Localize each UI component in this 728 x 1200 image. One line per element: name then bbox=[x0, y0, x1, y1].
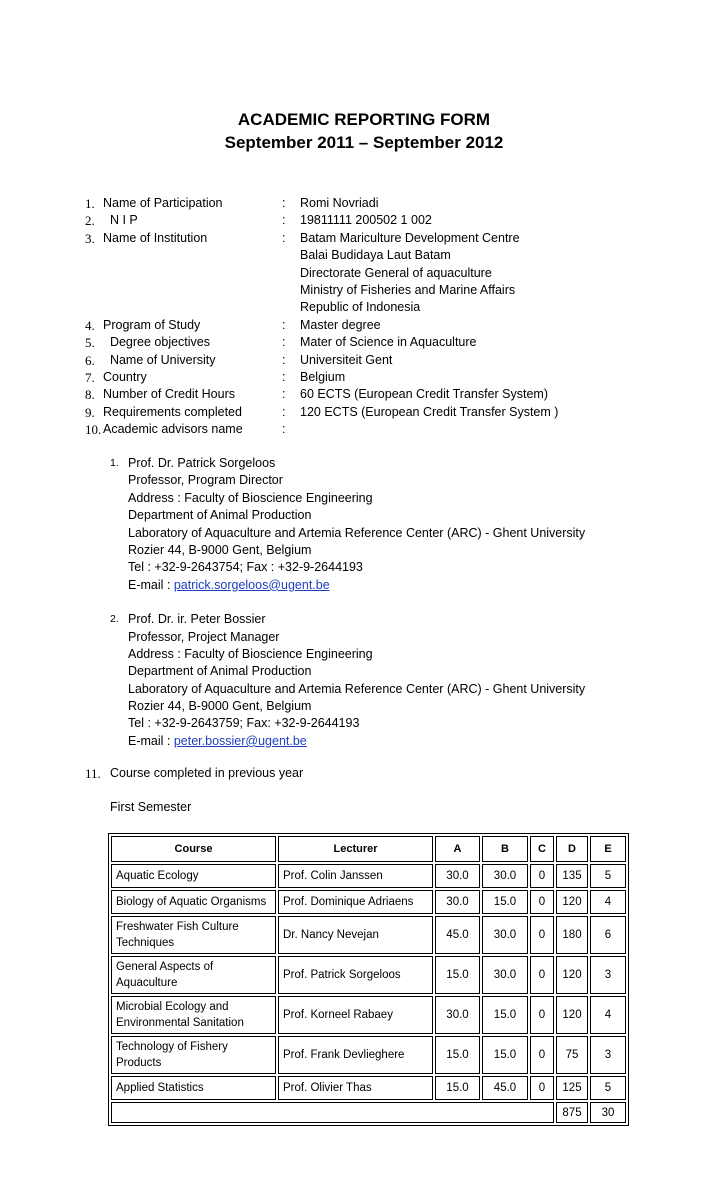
advisor-entry bbox=[110, 611, 585, 750]
cell-b: 30.0 bbox=[482, 956, 528, 994]
field-number: 9. bbox=[85, 404, 95, 420]
field-number: 8. bbox=[85, 387, 95, 403]
cell-course: Applied Statistics bbox=[111, 1076, 276, 1100]
table-row bbox=[111, 996, 626, 1034]
field-colon: : bbox=[282, 335, 286, 350]
cell-b: 15.0 bbox=[482, 1036, 528, 1074]
advisor-address: Address : Faculty of Bioscience Engineering bbox=[128, 646, 373, 661]
table-row bbox=[111, 864, 626, 888]
field-label: N I P bbox=[103, 213, 138, 228]
field-colon: : bbox=[282, 317, 286, 332]
advisor-email-line bbox=[110, 733, 585, 750]
advisor-address: Address : Faculty of Bioscience Engineering bbox=[128, 490, 373, 505]
field-colon: : bbox=[282, 196, 286, 210]
cell-e: 3 bbox=[590, 956, 626, 994]
field-value: 60 ECTS (European Credit Transfer System) bbox=[300, 387, 549, 402]
advisor-street: Rozier 44, B-9000 Gent, Belgium bbox=[128, 542, 312, 557]
header-a: A bbox=[435, 836, 480, 862]
header-b: B bbox=[482, 836, 528, 862]
field-label: Degree objectives bbox=[103, 335, 211, 350]
field-value: Romi Novriadi bbox=[300, 196, 379, 210]
section-number: 11. bbox=[85, 766, 101, 781]
cell-c: 0 bbox=[530, 890, 554, 914]
semester-label: First Semester bbox=[110, 800, 192, 814]
field-colon: : bbox=[282, 422, 286, 437]
field-value: Mater of Science in Aquaculture bbox=[300, 335, 477, 350]
cell-b: 45.0 bbox=[482, 1076, 528, 1100]
cell-lecturer: Prof. Patrick Sorgeloos bbox=[278, 956, 433, 994]
cell-c: 0 bbox=[530, 916, 554, 954]
cell-b: 15.0 bbox=[482, 890, 528, 914]
cell-e: 5 bbox=[590, 864, 626, 888]
advisor-email-link[interactable]: patrick.sorgeloos@ugent.be bbox=[173, 577, 330, 592]
header-c: C bbox=[530, 836, 554, 862]
cell-lecturer: Prof. Dominique Adriaens bbox=[278, 890, 433, 914]
field-value: Master degree bbox=[300, 317, 381, 332]
advisor-entry bbox=[110, 455, 585, 594]
cell-a: 30.0 bbox=[435, 890, 480, 914]
field-number: 2. bbox=[85, 213, 95, 229]
total-blank-cell bbox=[111, 1102, 554, 1123]
cell-a: 45.0 bbox=[435, 916, 480, 954]
cell-course: Aquatic Ecology bbox=[111, 864, 276, 888]
field-label: Name of University bbox=[103, 352, 216, 367]
cell-d: 120 bbox=[556, 890, 588, 914]
advisor-role: Professor, Program Director bbox=[128, 473, 283, 488]
cell-c: 0 bbox=[530, 996, 554, 1034]
cell-a: 15.0 bbox=[435, 1036, 480, 1074]
cell-e: 3 bbox=[590, 1036, 626, 1074]
cell-e: 4 bbox=[590, 996, 626, 1034]
field-label: Academic advisors name bbox=[103, 422, 243, 437]
cell-lecturer: Prof. Frank Devlieghere bbox=[278, 1036, 433, 1074]
advisor-dept: Department of Animal Production bbox=[128, 508, 312, 523]
field-number: 1. bbox=[85, 196, 95, 211]
cell-course: Biology of Aquatic Organisms bbox=[111, 890, 276, 914]
table-row bbox=[111, 1036, 626, 1074]
cell-c: 0 bbox=[530, 864, 554, 888]
field-value: 19811111 200502 1 002 bbox=[300, 213, 432, 228]
cell-e: 5 bbox=[590, 1076, 626, 1100]
field-number: 6. bbox=[85, 352, 95, 368]
cell-lecturer: Prof. Olivier Thas bbox=[278, 1076, 433, 1100]
form-period: September 2011 – September 2012 bbox=[224, 133, 504, 152]
advisor-phone: Tel : +32-9-2643759; Fax: +32-9-2644193 bbox=[128, 716, 360, 731]
form-title: ACADEMIC REPORTING FORM bbox=[237, 110, 491, 129]
table-header-row bbox=[111, 836, 626, 862]
total-d: 875 bbox=[556, 1102, 588, 1123]
field-number: 10. bbox=[85, 422, 102, 438]
table-total-row bbox=[111, 1102, 626, 1123]
cell-b: 30.0 bbox=[482, 916, 528, 954]
advisor-email-label: E-mail : bbox=[128, 577, 174, 592]
table-body bbox=[111, 864, 626, 1123]
advisor-number: 1. bbox=[110, 457, 119, 469]
field-value: Balai Budidaya Laut Batam bbox=[300, 248, 451, 263]
cell-b: 30.0 bbox=[482, 864, 528, 888]
cell-a: 30.0 bbox=[435, 864, 480, 888]
cell-a: 15.0 bbox=[435, 1076, 480, 1100]
field-value: Republic of Indonesia bbox=[300, 300, 421, 315]
advisor-name: Prof. Dr. ir. Peter Bossier bbox=[128, 612, 266, 627]
advisor-street: Rozier 44, B-9000 Gent, Belgium bbox=[128, 699, 312, 714]
table-row bbox=[111, 916, 626, 954]
cell-d: 120 bbox=[556, 956, 588, 994]
field-value: Directorate General of aquaculture bbox=[300, 265, 492, 280]
cell-lecturer: Prof. Korneel Rabaey bbox=[278, 996, 433, 1034]
cell-d: 180 bbox=[556, 916, 588, 954]
cell-course: Technology of Fishery Products bbox=[111, 1036, 276, 1074]
field-number: 7. bbox=[85, 369, 95, 385]
field-label: Program of Study bbox=[103, 317, 201, 332]
advisor-lab: Laboratory of Aquaculture and Artemia Reference Center (ARC) - Ghent University bbox=[128, 525, 586, 540]
field-colon: : bbox=[282, 230, 286, 245]
cell-d: 135 bbox=[556, 864, 588, 888]
advisor-phone: Tel : +32-9-2643754; Fax : +32-9-2644193 bbox=[128, 560, 363, 575]
cell-e: 6 bbox=[590, 916, 626, 954]
cell-lecturer: Prof. Colin Janssen bbox=[278, 864, 433, 888]
header-lecturer: Lecturer bbox=[278, 836, 433, 862]
advisor-number: 2. bbox=[110, 613, 119, 626]
advisor-email-link[interactable]: peter.bossier@ugent.be bbox=[173, 733, 307, 748]
field-label: Country bbox=[103, 369, 147, 384]
field-number: 4. bbox=[85, 317, 95, 333]
cell-a: 15.0 bbox=[435, 956, 480, 994]
cell-c: 0 bbox=[530, 1036, 554, 1074]
field-label: Name of Participation bbox=[103, 196, 223, 210]
cell-d: 120 bbox=[556, 996, 588, 1034]
advisor-email-line bbox=[110, 577, 585, 594]
cell-a: 30.0 bbox=[435, 996, 480, 1034]
cell-c: 0 bbox=[530, 1076, 554, 1100]
field-colon: : bbox=[282, 352, 286, 367]
field-label: Name of Institution bbox=[103, 230, 208, 245]
cell-b: 15.0 bbox=[482, 996, 528, 1034]
field-number: 5. bbox=[85, 335, 95, 351]
cell-lecturer: Dr. Nancy Nevejan bbox=[278, 916, 433, 954]
table-row bbox=[111, 890, 626, 914]
field-label: Requirements completed bbox=[103, 404, 242, 419]
field-colon: : bbox=[282, 369, 286, 384]
cell-course: General Aspects of Aquaculture bbox=[111, 956, 276, 994]
cell-d: 125 bbox=[556, 1076, 588, 1100]
field-value: Universiteit Gent bbox=[300, 352, 393, 367]
advisors-list bbox=[110, 455, 585, 767]
field-value: Ministry of Fisheries and Marine Affairs bbox=[300, 282, 516, 297]
advisor-dept: Department of Animal Production bbox=[128, 664, 312, 679]
cell-c: 0 bbox=[530, 956, 554, 994]
header-e: E bbox=[590, 836, 626, 862]
total-e: 30 bbox=[590, 1102, 626, 1123]
section-label: Course completed in previous year bbox=[110, 766, 304, 780]
advisor-lab: Laboratory of Aquaculture and Artemia Reference Center (ARC) - Ghent University bbox=[128, 681, 586, 696]
field-number: 3. bbox=[85, 230, 95, 246]
cell-d: 75 bbox=[556, 1036, 588, 1074]
advisor-email-label: E-mail : bbox=[128, 733, 174, 748]
courses-table bbox=[108, 833, 629, 1126]
field-label: Number of Credit Hours bbox=[103, 387, 235, 402]
header-d: D bbox=[556, 836, 588, 862]
field-value: Belgium bbox=[300, 369, 346, 384]
field-value: 120 ECTS (European Credit Transfer System ) bbox=[300, 404, 559, 419]
table-row bbox=[111, 1076, 626, 1100]
header-course: Course bbox=[111, 836, 276, 862]
table-row bbox=[111, 956, 626, 994]
field-colon: : bbox=[282, 387, 286, 402]
advisor-name: Prof. Dr. Patrick Sorgeloos bbox=[128, 456, 276, 470]
cell-e: 4 bbox=[590, 890, 626, 914]
field-colon: : bbox=[282, 404, 286, 419]
advisor-role: Professor, Project Manager bbox=[128, 629, 280, 644]
cell-course: Freshwater Fish Culture Techniques bbox=[111, 916, 276, 954]
cell-course: Microbial Ecology and Environmental Sanitation bbox=[111, 996, 276, 1034]
field-value: Batam Mariculture Development Centre bbox=[300, 230, 520, 245]
field-colon: : bbox=[282, 213, 286, 228]
